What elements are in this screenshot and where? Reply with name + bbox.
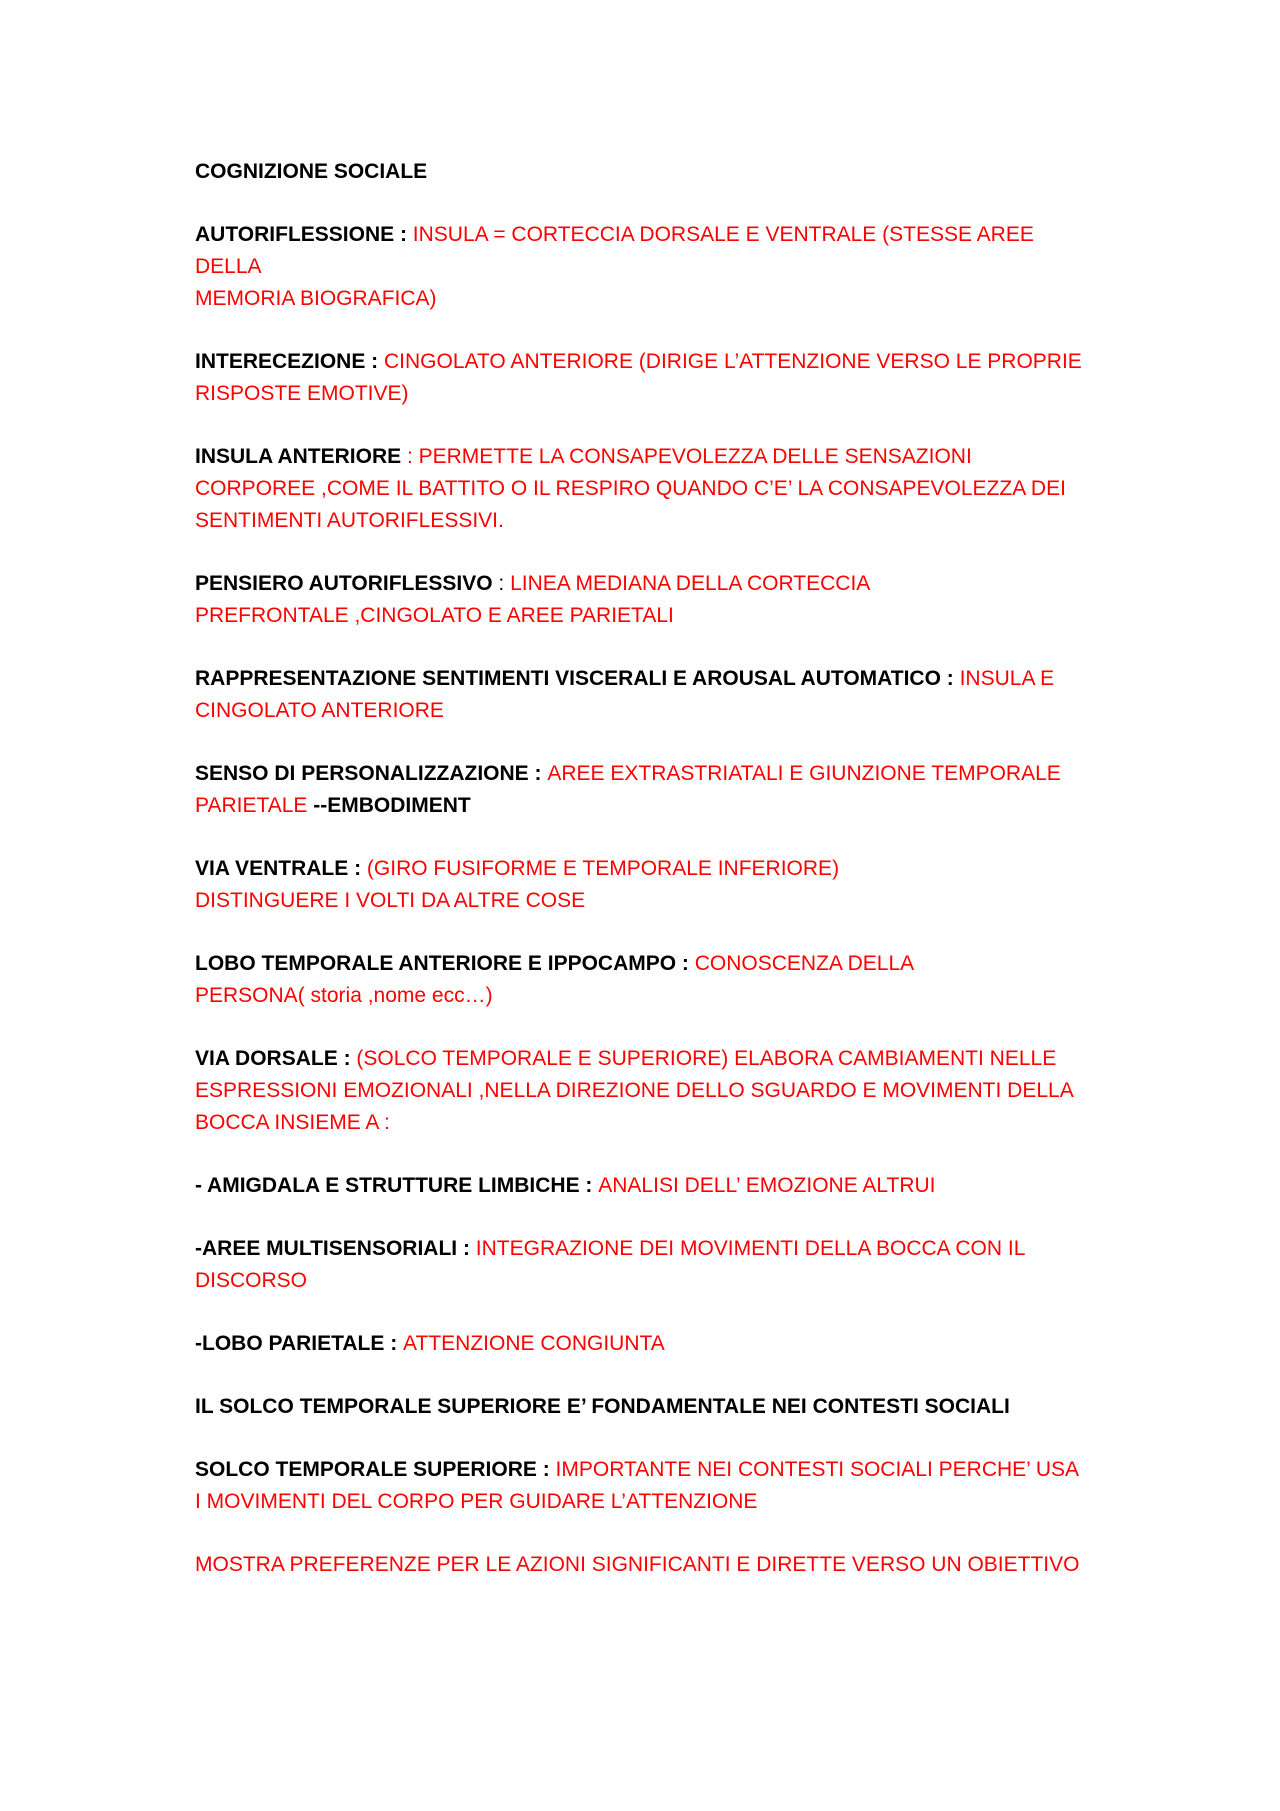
term-label: IL SOLCO TEMPORALE SUPERIORE E’ FONDAMENTALE NEI CONTESTI SOCIALI — [195, 1395, 1010, 1418]
paragraph — [195, 1391, 1095, 1423]
paragraph — [195, 1043, 1095, 1139]
term-label: LOBO TEMPORALE ANTERIORE E IPPOCAMPO : — [195, 952, 695, 975]
description-text: MEMORIA BIOGRAFICA) — [195, 287, 437, 310]
description-text: BOCCA INSIEME A : — [195, 1111, 390, 1134]
description-text: CONOSCENZA DELLA — [694, 952, 915, 975]
paragraph — [195, 1328, 1095, 1360]
paragraph — [195, 1170, 1095, 1202]
paragraph — [195, 1549, 1095, 1581]
description-text: INTEGRAZIONE DEI MOVIMENTI DELLA BOCCA CON IL — [475, 1237, 1026, 1260]
description-text: DISCORSO — [195, 1269, 308, 1292]
description-text: ATTENZIONE CONGIUNTA — [403, 1332, 665, 1355]
term-label: INTERECEZIONE : — [195, 350, 385, 373]
paragraph — [195, 663, 1095, 727]
term-label: - AMIGDALA E STRUTTURE LIMBICHE : — [195, 1174, 599, 1197]
term-label: --EMBODIMENT — [313, 794, 471, 817]
term-label: -AREE MULTISENSORIALI : — [195, 1237, 476, 1260]
description-text: (SOLCO TEMPORALE E SUPERIORE) ELABORA CAMBIAMENTI NELLE — [356, 1047, 1057, 1070]
description-text: CINGOLATO ANTERIORE — [195, 699, 444, 722]
term-label: INSULA ANTERIORE — [195, 445, 407, 468]
description-text: CORPOREE ,COME IL BATTITO O IL RESPIRO QUANDO C’E’ LA CONSAPEVOLEZZA DEI — [195, 477, 1066, 500]
paragraph — [195, 1454, 1095, 1518]
description-text: DISTINGUERE I VOLTI DA ALTRE COSE — [195, 889, 586, 912]
term-label: AUTORIFLESSIONE : — [195, 223, 413, 246]
description-text: PARIETALE — [195, 794, 314, 817]
paragraph — [195, 568, 1095, 632]
description-text: INSULA = CORTECCIA DORSALE E VENTRALE (STESSE AREE DELLA — [195, 223, 1034, 278]
separator-text: : — [492, 572, 511, 595]
description-text: ESPRESSIONI EMOZIONALI ,NELLA DIREZIONE DELLO SGUARDO E MOVIMENTI DELLA — [195, 1079, 1074, 1102]
description-text: INSULA E — [959, 667, 1055, 690]
description-text: RISPOSTE EMOTIVE) — [195, 382, 409, 405]
description-text: ANALISI DELL’ EMOZIONE ALTRUI — [598, 1174, 936, 1197]
term-label: PENSIERO AUTORIFLESSIVO — [195, 572, 493, 595]
description-text: (GIRO FUSIFORME E TEMPORALE INFERIORE) — [366, 857, 840, 880]
description-text: SENTIMENTI AUTORIFLESSIVI. — [195, 509, 504, 532]
description-text: AREE EXTRASTRIATALI E GIUNZIONE TEMPORALE — [547, 762, 1061, 785]
description-text: CINGOLATO ANTERIORE (DIRIGE L’ATTENZIONE VERSO LE PROPRIE — [384, 350, 1082, 373]
description-text: I MOVIMENTI DEL CORPO PER GUIDARE L’ATTENZIONE — [195, 1490, 758, 1513]
description-text: PERSONA( storia ,nome ecc…) — [195, 984, 493, 1007]
term-label: SENSO DI PERSONALIZZAZIONE : — [195, 762, 548, 785]
description-text: : PERMETTE LA CONSAPEVOLEZZA DELLE SENSAZIONI — [406, 445, 972, 468]
paragraph — [195, 346, 1095, 410]
paragraph — [195, 758, 1095, 822]
description-text: PREFRONTALE ,CINGOLATO E AREE PARIETALI — [195, 604, 674, 627]
document-body — [195, 156, 1095, 1612]
term-label: -LOBO PARIETALE : — [195, 1332, 404, 1355]
paragraph-list — [195, 219, 1095, 1581]
document-title: COGNIZIONE SOCIALE — [195, 160, 428, 183]
description-text: IMPORTANTE NEI CONTESTI SOCIALI PERCHE’ USA — [555, 1458, 1080, 1481]
paragraph — [195, 948, 1095, 1012]
paragraph — [195, 1233, 1095, 1297]
paragraph — [195, 441, 1095, 537]
term-label: VIA DORSALE : — [195, 1047, 357, 1070]
description-text: LINEA MEDIANA DELLA CORTECCIA — [510, 572, 871, 595]
description-text: MOSTRA PREFERENZE PER LE AZIONI SIGNIFICANTI E DIRETTE VERSO UN OBIETTIVO — [195, 1553, 1080, 1576]
term-label: VIA VENTRALE : — [195, 857, 367, 880]
paragraph — [195, 853, 1095, 917]
paragraph — [195, 219, 1095, 315]
term-label: RAPPRESENTAZIONE SENTIMENTI VISCERALI E AROUSAL AUTOMATICO : — [195, 667, 960, 690]
term-label: SOLCO TEMPORALE SUPERIORE : — [195, 1458, 556, 1481]
